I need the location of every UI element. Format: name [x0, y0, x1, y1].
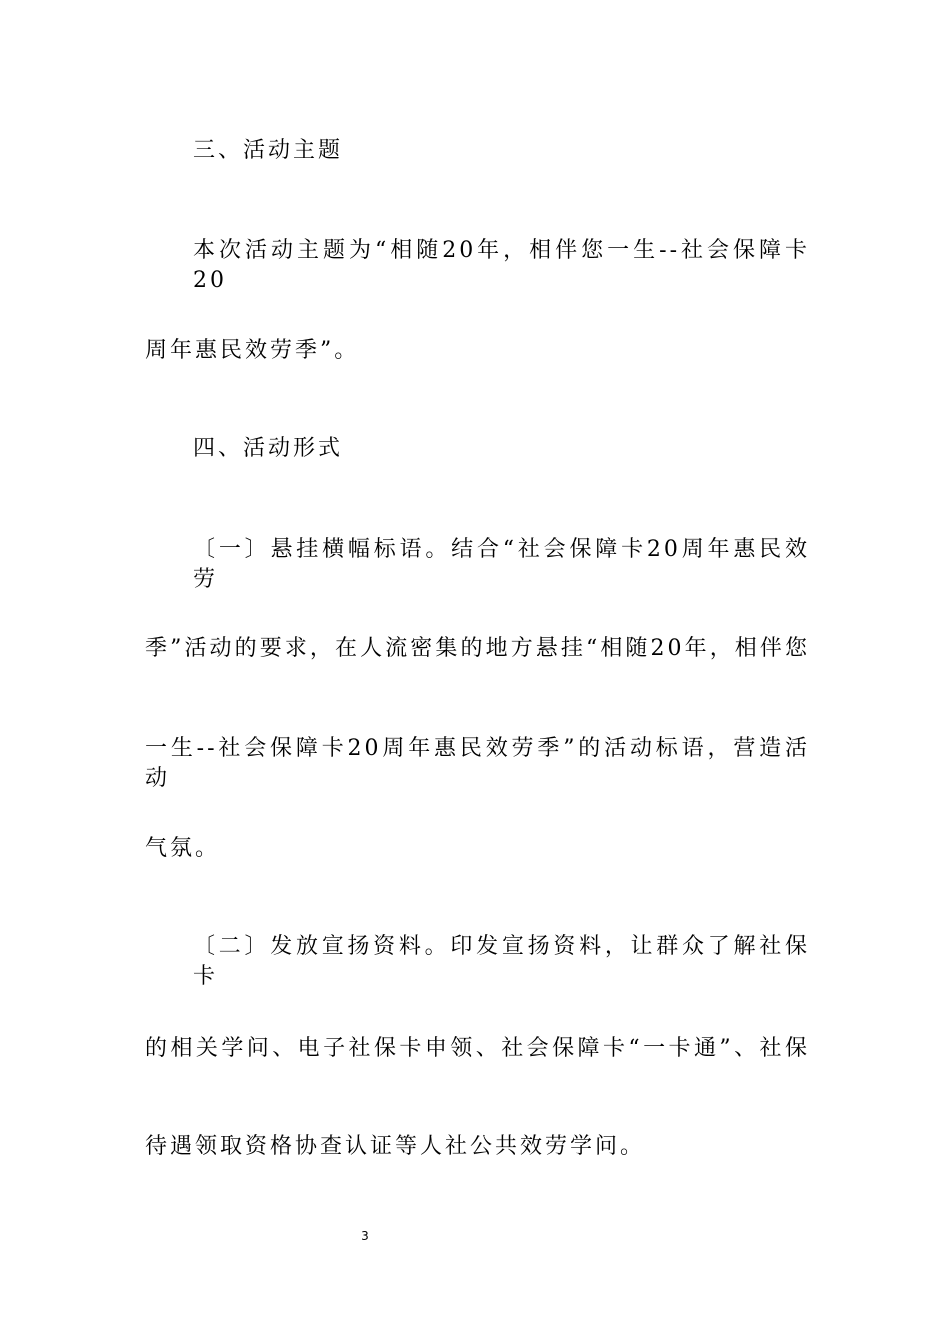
- page-number: 3: [361, 1229, 369, 1243]
- paragraph-line: 季”活动的要求，在人流密集的地方悬挂“相随20年，相伴您: [145, 636, 810, 661]
- paragraph-line: 〔一〕悬挂横幅标语。结合“社会保障卡20周年惠民效劳: [193, 537, 810, 592]
- section-heading-format: 四、活动形式: [193, 436, 344, 461]
- paragraph-line: 一生--社会保障卡20周年惠民效劳季”的活动标语，营造活动: [145, 736, 810, 791]
- paragraph-line: 待遇领取资格协查认证等人社公共效劳学问。: [145, 1134, 646, 1159]
- paragraph-line: 周年惠民效劳季”。: [145, 338, 360, 363]
- paragraph-line: 气氛。: [145, 836, 221, 861]
- paragraph-line: 本次活动主题为“相随20年，相伴您一生--社会保障卡20: [193, 238, 810, 293]
- paragraph-line: 的相关学问、电子社保卡申领、社会保障卡“一卡通”、社保: [145, 1036, 810, 1061]
- section-heading-theme: 三、活动主题: [193, 138, 344, 163]
- paragraph-line: 〔二〕发放宣扬资料。印发宣扬资料，让群众了解社保卡: [193, 934, 810, 989]
